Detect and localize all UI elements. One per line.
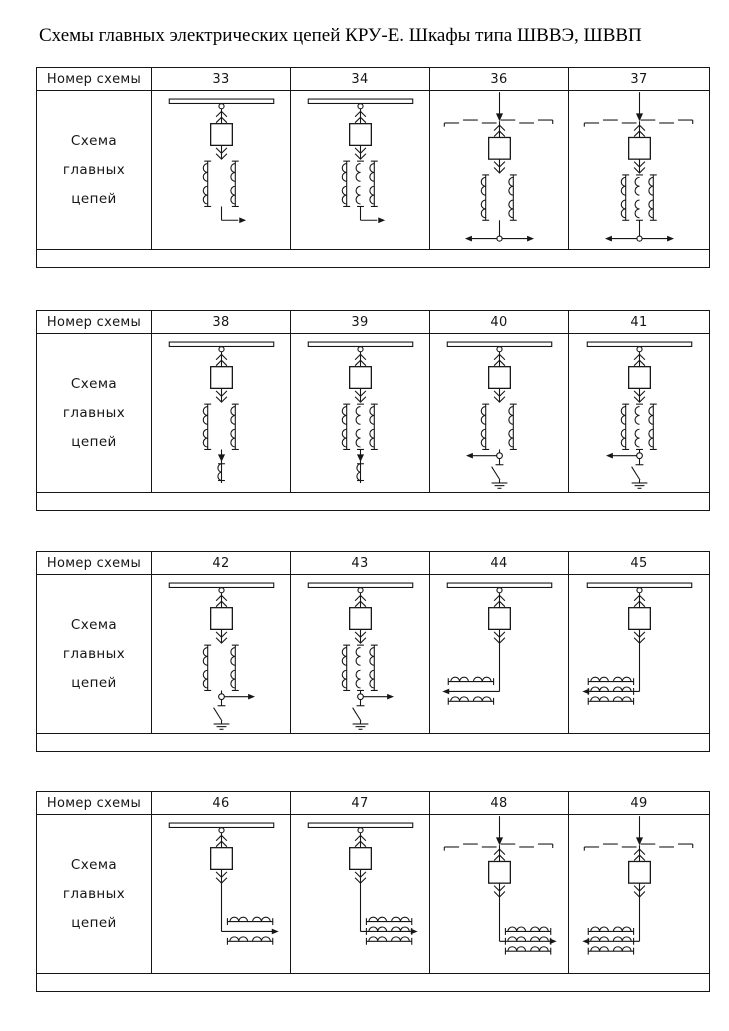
scheme-diagram-cell [569, 334, 709, 493]
single-line-diagram [571, 815, 708, 973]
single-line-diagram [571, 575, 708, 733]
row-label-line: главных [62, 405, 126, 421]
scheme-number: 43 [291, 552, 430, 575]
scheme-number: 36 [430, 68, 569, 91]
table-body-row [37, 815, 709, 974]
scheme-number-header-label: Номер схемы [46, 555, 142, 571]
table-header-row [37, 792, 709, 815]
single-line-diagram [571, 91, 708, 249]
scheme-number: 37 [569, 68, 709, 91]
row-label-line: цепей [71, 434, 117, 450]
scheme-number: 48 [430, 792, 569, 815]
single-line-diagram [431, 334, 568, 492]
scheme-number-header-cell [37, 552, 152, 575]
scheme-row-label [37, 334, 152, 493]
schemes-table [36, 310, 710, 511]
scheme-number-header-label: Номер схемы [46, 314, 142, 330]
row-label-line: Схема [70, 133, 118, 149]
scheme-number: 34 [291, 68, 430, 91]
scheme-diagram-cell [569, 815, 709, 974]
single-line-diagram [431, 91, 568, 249]
scheme-row-label [37, 815, 152, 974]
scheme-diagram-cell [291, 334, 430, 493]
scheme-number: 44 [430, 552, 569, 575]
single-line-diagram [292, 334, 429, 492]
scheme-number: 47 [291, 792, 430, 815]
schemes-table [36, 791, 710, 992]
table-header-row [37, 552, 709, 575]
scheme-row-label [37, 575, 152, 734]
row-label-line: Схема [70, 857, 118, 873]
single-line-diagram [153, 815, 290, 973]
scheme-diagram-cell [152, 91, 291, 250]
row-label-line: Схема [70, 617, 118, 633]
scheme-diagram-cell [152, 815, 291, 974]
scheme-number: 45 [569, 552, 709, 575]
single-line-diagram [153, 575, 290, 733]
scheme-diagram-cell [152, 334, 291, 493]
single-line-diagram [292, 91, 429, 249]
single-line-diagram [292, 815, 429, 973]
table-footer-strip [37, 250, 709, 267]
row-label-line: цепей [71, 191, 117, 207]
table-footer-strip [37, 974, 709, 991]
schemes-table [36, 67, 710, 268]
schemes-table [36, 551, 710, 752]
scheme-diagram-cell [430, 815, 569, 974]
scheme-diagram-cell [291, 575, 430, 734]
scheme-number: 46 [152, 792, 291, 815]
table-body-row [37, 575, 709, 734]
scheme-number: 40 [430, 311, 569, 334]
table-footer-strip [37, 493, 709, 510]
scheme-number-header-label: Номер схемы [46, 71, 142, 87]
scheme-number-header-cell [37, 311, 152, 334]
scheme-diagram-cell [430, 575, 569, 734]
scheme-number: 41 [569, 311, 709, 334]
row-label-line: главных [62, 162, 126, 178]
single-line-diagram [292, 575, 429, 733]
row-label-line: главных [62, 886, 126, 902]
scheme-number-header-cell [37, 792, 152, 815]
scheme-diagram-cell [569, 575, 709, 734]
scheme-diagram-cell [152, 575, 291, 734]
row-label-line: цепей [71, 675, 117, 691]
single-line-diagram [571, 334, 708, 492]
scheme-number: 49 [569, 792, 709, 815]
table-header-row [37, 68, 709, 91]
scheme-diagram-cell [430, 334, 569, 493]
table-body-row [37, 91, 709, 250]
table-footer-strip [37, 734, 709, 751]
table-header-row [37, 311, 709, 334]
scheme-diagram-cell [291, 91, 430, 250]
row-label-line: Схема [70, 376, 118, 392]
page-title: Схемы главных электрических цепей КРУ-Е. Шкафы типа ШВВЭ, ШВВП [39, 25, 642, 46]
single-line-diagram [153, 334, 290, 492]
table-body-row [37, 334, 709, 493]
scheme-number: 42 [152, 552, 291, 575]
scheme-number: 38 [152, 311, 291, 334]
single-line-diagram [431, 815, 568, 973]
scheme-diagram-cell [430, 91, 569, 250]
scheme-number: 33 [152, 68, 291, 91]
single-line-diagram [431, 575, 568, 733]
scheme-number-header-label: Номер схемы [46, 795, 142, 811]
scheme-number: 39 [291, 311, 430, 334]
row-label-line: главных [62, 646, 126, 662]
scheme-diagram-cell [291, 815, 430, 974]
scheme-number-header-cell [37, 68, 152, 91]
row-label-line: цепей [71, 915, 117, 931]
scheme-diagram-cell [569, 91, 709, 250]
scheme-row-label [37, 91, 152, 250]
single-line-diagram [153, 91, 290, 249]
